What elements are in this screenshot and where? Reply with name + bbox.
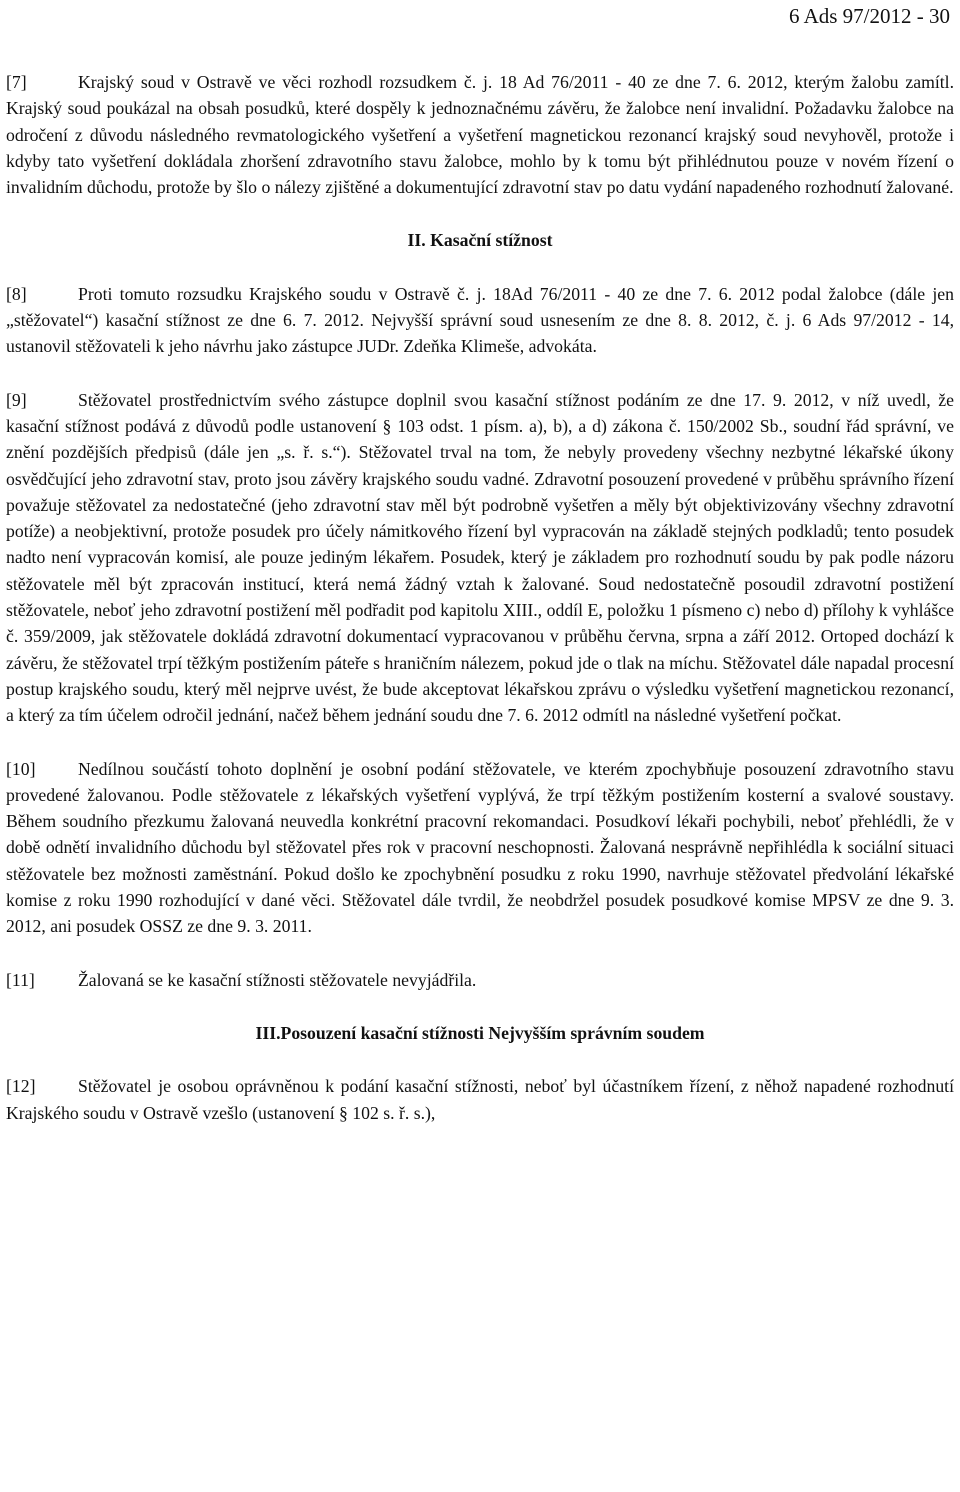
paragraph-text: Stěžovatel je osobou oprávněnou k podání kasační stížnosti, neboť byl účastníkem řízení, z něhož napadené rozhodnutí Krajského soudu v Ostravě vzešlo (ustanovení § 102 s. ř. s.), <box>6 1076 954 1123</box>
section-heading-3: III.Posouzení kasační stížnosti Nejvyšším správním soudem <box>255 1022 705 1043</box>
paragraph-text: Stěžovatel prostřednictvím svého zástupce doplnil svou kasační stížnost podáním ze dne 17. 9. 2012, v níž uvedl, že kasační stížnost podává z důvodů podle ustanovení § 103 odst. 1 písm. a), b), a d) zákona č. 150/2002 Sb., soudní řád správní, ve znění pozdějších předpisů (dále jen „s. ř. s.“). Stěžovatel trval na tom, že nebyly provedeny všechny nezbytné lékařské úkony osvědčující jeho zdravotní stav, proto jsou závěry krajského soudu vadné. Zdravotní posouzení provedené v průběhu správního řízení považuje stěžovatel za nedostatečné (jeho zdravotní stav měl být podrobně vyšetřen a měly být objektivizovány všechny zdravotní potíže) a neobjektivní, protože posudek pro účely námitkového řízení byl vypracován na základě stejných podkladů; tento posudek nadto není vypracován komisí, ale pouze jediným lékařem. Posudek, který je základem pro rozhodnutí soudu by pak podle názoru stěžovatele měl být zpracován institucí, která nemá žádný vztah k žalované. Soud nedostatečně posoudil zdravotní postižení stěžovatele, neboť jeho zdravotní postižení měl podřadit pod kapitolu XIII., oddíl E, položku 1 písmeno c) nebo d) přílohy k vyhlášce č. 359/2009, jak stěžovatele dokládá zdravotní dokumentací vypracovanou v průběhu června, srpna a září 2012. Ortoped dochází k závěru, že stěžovatel trpí těžkým postižením páteře s hraničním nálezem, pokud jde o tlak na míchu. Stěžovatel dále napadal procesní postup krajského soudu, který měl nejprve uvést, že bude akceptovat lékařskou zprávu o výsledku vyšetření magnetickou rezonancí, a který za tím účelem odročil jednání, načež během jednání soudu dne 7. 6. 2012 odmítl na následné vyšetření počkat. <box>6 389 954 726</box>
paragraph-number: [11] <box>6 969 35 990</box>
case-reference: 6 Ads 97/2012 - 30 <box>788 4 950 28</box>
paragraph-number: [10] <box>6 758 36 779</box>
section-heading-2: II. Kasační stížnost <box>407 230 553 251</box>
document-body <box>6 69 954 1153</box>
paragraph-8 <box>6 281 954 360</box>
paragraph-text: Krajský soud v Ostravě ve věci rozhodl rozsudkem č. j. 18 Ad 76/2011 - 40 ze dne 7. 6. 2012, kterým žalobu zamítl. Krajský soud poukázal na obsah posudků, které dospěly k jednoznačnému závěru, že žalobce není invalidní. Požadavku žalobce na odročení z důvodu následného revmatologického vyšetření a vyšetření magnetickou rezonancí krajský soud nevyhověl, protože i kdyby tato vyšetření dokládala zhoršení zdravotního stavu žalobce, mohlo by k tomu být přihlédnutou pouze v novém řízení o invalidním důchodu, protože by šlo o nálezy zjištěné a dokumentující zdravotní stav po datu vydání napadeného rozhodnutí žalované. <box>6 72 954 198</box>
paragraph-number: [12] <box>6 1076 36 1097</box>
paragraph-number: [8] <box>6 283 27 304</box>
paragraph-number: [9] <box>6 389 27 410</box>
paragraph-text: Žalovaná se ke kasační stížnosti stěžovatele nevyjádřila. <box>78 969 477 990</box>
paragraph-7 <box>6 69 954 200</box>
paragraph-text: Nedílnou součástí tohoto doplnění je osobní podání stěžovatele, ve kterém zpochybňuje posouzení zdravotního stavu provedené žalovanou. Podle stěžovatele z lékařských vyšetření vyplývá, že trpí těžkým postižením kosterní a svalové soustavy. Během soudního přezkumu žalovaná neuvedla konkrétní pracovní rekomandaci. Posudkoví lékaři pochybili, neboť přehlédli, že v době odnětí invalidního důchodu byl stěžovatel přes rok v pracovní neschopnosti. Žalovaná nesprávně nepřihlédla k sociální situaci stěžovatele bez možnosti zaměstnání. Pokud došlo ke zpochybnění posudku z roku 1990, navrhuje stěžovatel předvolání lékařské komise z roku 1990 rozhodující v dané věci. Stěžovatel dále tvrdil, že neobdržel posudek posudkové komise MPSV ze dne 9. 3. 2012, ani posudek OSSZ ze dne 9. 3. 2011. <box>6 758 954 937</box>
paragraph-10 <box>6 756 954 940</box>
paragraph-12 <box>6 1073 954 1126</box>
paragraph-number: [7] <box>6 72 27 92</box>
paragraph-9 <box>6 387 954 729</box>
paragraph-text: Proti tomuto rozsudku Krajského soudu v Ostravě č. j. 18Ad 76/2011 - 40 ze dne 7. 6. 2012 podal žalobce (dále jen „stěžovatel“) kasační stížnost ze dne 6. 7. 2012. Nejvyšší správní soud usnesením ze dne 8. 8. 2012, č. j. 6 Ads 97/2012 - 14, ustanovil stěžovateli k jeho návrhu jako zástupce JUDr. Zdeňka Klimeše, advokáta. <box>6 283 954 357</box>
paragraph-11 <box>6 967 954 993</box>
